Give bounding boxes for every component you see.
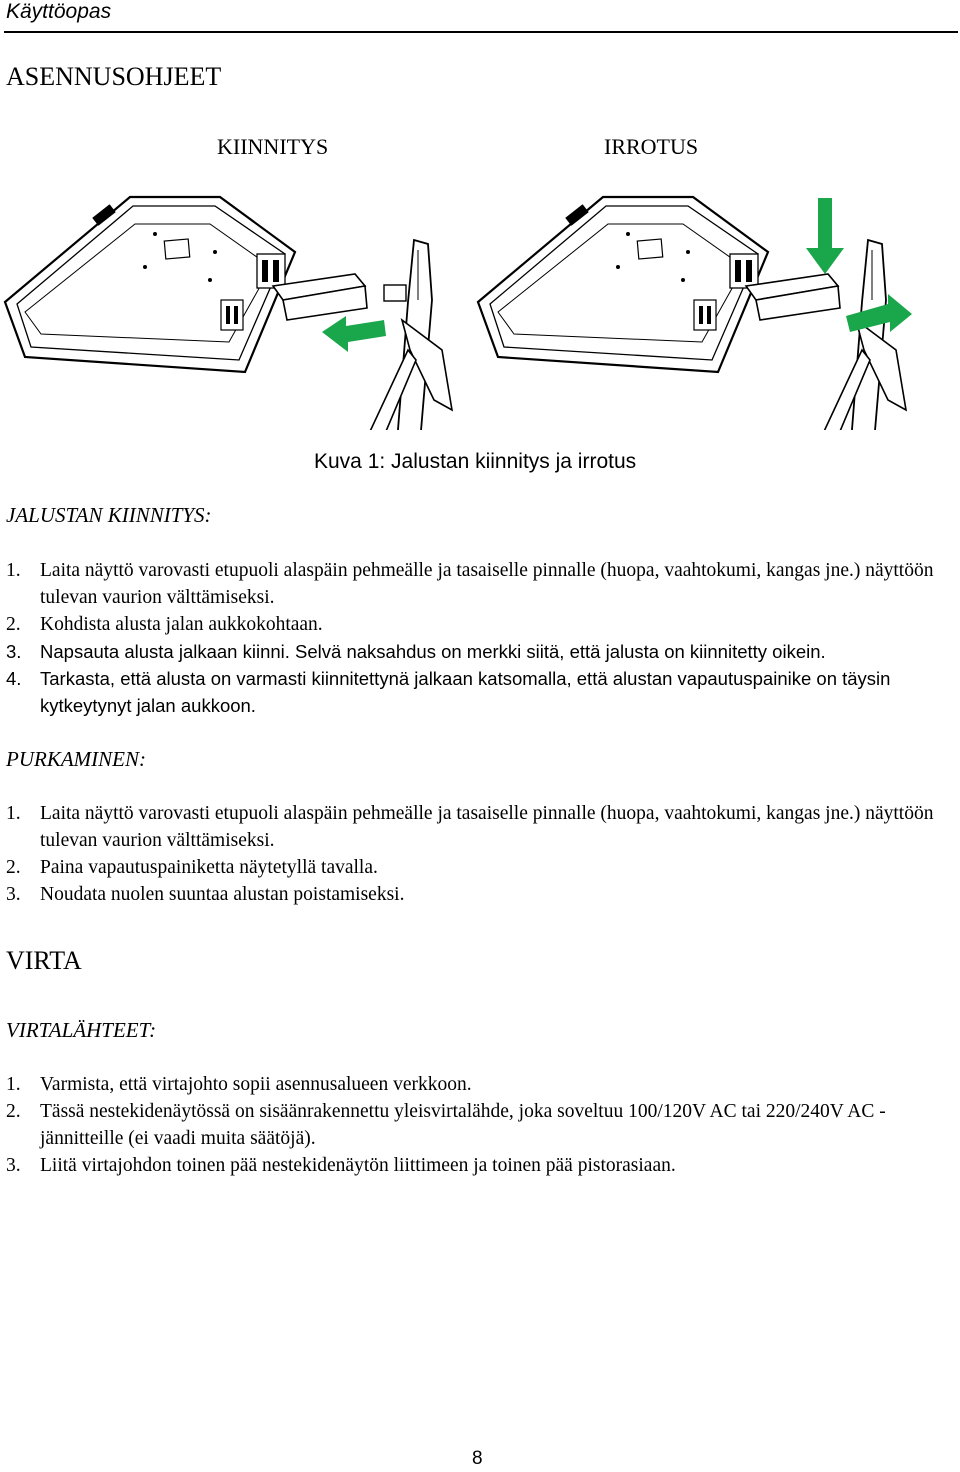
detach-step [6, 854, 956, 881]
step-number: 4. [6, 668, 22, 689]
release-button-arrow-icon [806, 198, 844, 274]
power-section-title: VIRTA [6, 946, 82, 975]
step-text: Laita näyttö varovasti etupuoli alaspäin pehmeälle ja tasaiselle pinnalle (huopa, vaahtokumi, kangas jne.) näyttöön tulevan vaurion välttämiseksi. [40, 560, 934, 608]
step-number: 1. [6, 1074, 21, 1095]
power-supply-subtitle: VIRTALÄHTEET: [6, 1018, 157, 1042]
step-text: Laita näyttö varovasti etupuoli alaspäin pehmeälle ja tasaiselle pinnalle (huopa, vaahtokumi, kangas jne.) näyttöön tulevan vaurion välttämiseksi. [40, 803, 934, 851]
step-text: Varmista, että virtajohto sopii asennusalueen verkkoon. [40, 1074, 472, 1095]
step-number: 3. [6, 1155, 21, 1176]
step-number: 1. [6, 560, 21, 581]
attach-step [6, 665, 956, 719]
step-number: 2. [6, 614, 21, 635]
attach-illustration [5, 197, 452, 430]
step-number: 3. [6, 641, 22, 662]
step-number: 2. [6, 857, 21, 878]
column-label-detach: IRROTUS [604, 134, 699, 159]
detach-step [6, 800, 956, 854]
attach-step [6, 611, 956, 638]
power-step [6, 1098, 956, 1152]
detach-illustration [478, 197, 912, 430]
attach-step [6, 557, 956, 611]
step-number: 3. [6, 884, 21, 905]
attach-arrow-icon [322, 316, 386, 352]
step-text: Noudata nuolen suuntaa alustan poistamiseksi. [40, 884, 405, 905]
step-text: Napsauta alusta jalkaan kiinni. Selvä naksahdus on merkki siitä, että jalusta on kiinnitetty oikein. [40, 641, 826, 662]
step-text: Paina vapautuspainiketta näytetyllä tavalla. [40, 857, 378, 878]
stand-connector [384, 285, 406, 301]
document-header-title: Käyttöopas [6, 0, 112, 23]
detach-section-title: PURKAMINEN: [6, 747, 146, 771]
step-text: Kohdista alusta jalan aukkokohtaan. [40, 614, 323, 635]
section-title-installation: ASENNUSOHJEET [6, 62, 222, 91]
stand-illustration [0, 170, 960, 430]
step-text: Tässä nestekidenäytössä on sisäänrakennettu yleisvirtalähde, joka soveltuu 100/120V AC tai 220/240V AC -jännitteille (ei vaadi muita säätöjä). [40, 1101, 886, 1149]
page-number: 8 [472, 1448, 483, 1469]
column-label-attach: KIINNITYS [217, 134, 329, 159]
attach-step [6, 638, 956, 665]
step-number: 1. [6, 803, 21, 824]
stand-installation-figure [0, 170, 960, 430]
header-divider [4, 31, 958, 33]
step-number: 2. [6, 1101, 21, 1122]
attach-section-title: JALUSTAN KIINNITYS: [6, 503, 212, 527]
step-text: Liitä virtajohdon toinen pää nestekidenäytön liittimeen ja toinen pää pistorasiaan. [40, 1155, 676, 1176]
power-step [6, 1152, 956, 1179]
detach-step [6, 881, 956, 908]
figure-caption: Kuva 1: Jalustan kiinnitys ja irrotus [314, 450, 637, 473]
step-text: Tarkasta, että alusta on varmasti kiinnitettynä jalkaan katsomalla, että alustan vapautuspainike on täysin kytkeytynyt jalan aukkoon. [40, 668, 891, 716]
power-step [6, 1071, 956, 1098]
